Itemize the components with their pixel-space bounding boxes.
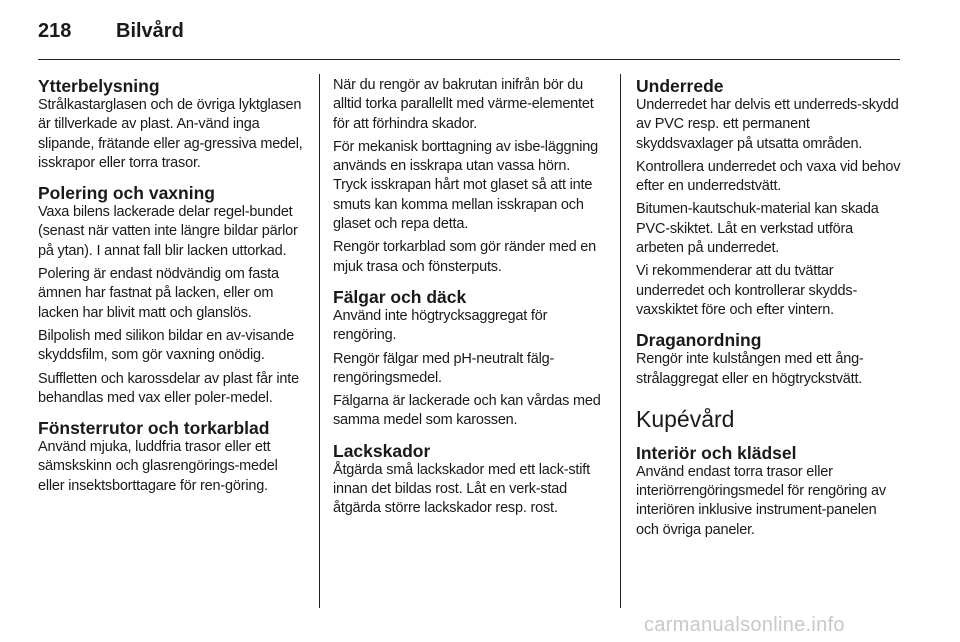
paragraph: Bilpolish med silikon bildar en av-visande skyddsfilm, som gör vaxning onödig.	[38, 327, 294, 364]
paragraph: Strålkastarglasen och de övriga lyktglasen är tillverkade av plast. An-vänd inga slipande, frätande eller ag-gressiva medel, isskrapor eller torra trasor.	[38, 97, 303, 171]
column-divider	[319, 74, 320, 608]
paragraph: Åtgärda små lackskador med ett lack-stift innan det bildas rost. Låt en verk-stad åtgärda större lackskador resp. rost.	[333, 461, 590, 517]
paragraph: Vaxa bilens lackerade delar regel-bundet (senast när vatten inte längre bildar pärlor på ytan). I annat fall blir lacken uttorkad.	[38, 204, 298, 259]
column-1	[38, 76, 306, 500]
paragraph: Vi rekommenderar att du tvättar underredet och kontrollerar skydds-vaxskiktet före och efter vintern.	[636, 263, 858, 318]
page-header	[38, 20, 184, 50]
paragraph: Rengör inte kulstången med ett ång-strålaggregat eller en högtryckstvätt.	[636, 351, 864, 387]
column-3	[636, 76, 902, 544]
watermark: carmanualsonline.info	[644, 614, 845, 636]
section-heading: Draganordning	[636, 330, 762, 351]
paragraph: Använd endast torra trasor eller interiörrengöringsmedel för rengöring av interiören inklusive instrument-panelen och övriga paneler.	[636, 463, 886, 538]
paragraph: Underredet har delvis ett underreds-skydd av PVC resp. ett permanent skyddsvaxlager på utsatta områden.	[636, 97, 899, 152]
paragraph: Fälgarna är lackerade och kan vårdas med samma medel som karossen.	[333, 393, 601, 429]
section-heading: Fönsterrutor och torkarblad	[38, 418, 270, 439]
section-heading: Fälgar och däck	[333, 286, 467, 307]
header-rule	[38, 59, 900, 60]
chapter-title: Bilvård	[116, 20, 184, 42]
section-heading: Polering och vaxning	[38, 183, 215, 204]
column-2	[333, 76, 604, 523]
paragraph: När du rengör av bakrutan inifrån bör du alltid torka parallellt med värme-elementet för att förhindra skador.	[333, 77, 594, 132]
paragraph: Använd inte högtrycksaggregat för rengöring.	[333, 307, 548, 344]
paragraph: Bitumen-kautschuk-material kan skada PVC-skiktet. Låt en verkstad utföra arbeten på underredet.	[636, 201, 879, 257]
section-heading: Underrede	[636, 76, 724, 96]
paragraph: Suffletten och karossdelar av plast får inte behandlas med vax eller poler-medel.	[38, 370, 299, 406]
paragraph: För mekanisk borttagning av isbe-läggning används en isskrapa utan vassa hörn. Tryck isskrapan hårt mot glaset så att inte smuts kan komma mellan isskrapan och glaset och repa detta.	[333, 138, 599, 233]
column-divider	[620, 74, 621, 608]
paragraph: Polering är endast nödvändig om fasta ämnen har fastnat på lacken, eller om lacken har blivit matt och glanslös.	[38, 266, 279, 321]
page-number: 218	[38, 20, 72, 42]
paragraph: Kontrollera underredet och vaxa vid behov efter en underredstvätt.	[636, 158, 901, 195]
section-heading: Lackskador	[333, 440, 431, 461]
paragraph: Rengör fälgar med pH-neutralt fälg-rengöringsmedel.	[333, 350, 555, 386]
paragraph: Rengör torkarblad som gör ränder med en mjuk trasa och fönsterputs.	[333, 239, 597, 275]
paragraph: Använd mjuka, luddfria trasor eller ett sämskskinn och glasrengörings-medel eller insektsborttagare för ren-göring.	[38, 439, 278, 494]
major-section-title: Kupévård	[636, 405, 735, 432]
section-heading: Interiör och klädsel	[636, 442, 797, 463]
section-heading: Ytterbelysning	[38, 76, 160, 96]
